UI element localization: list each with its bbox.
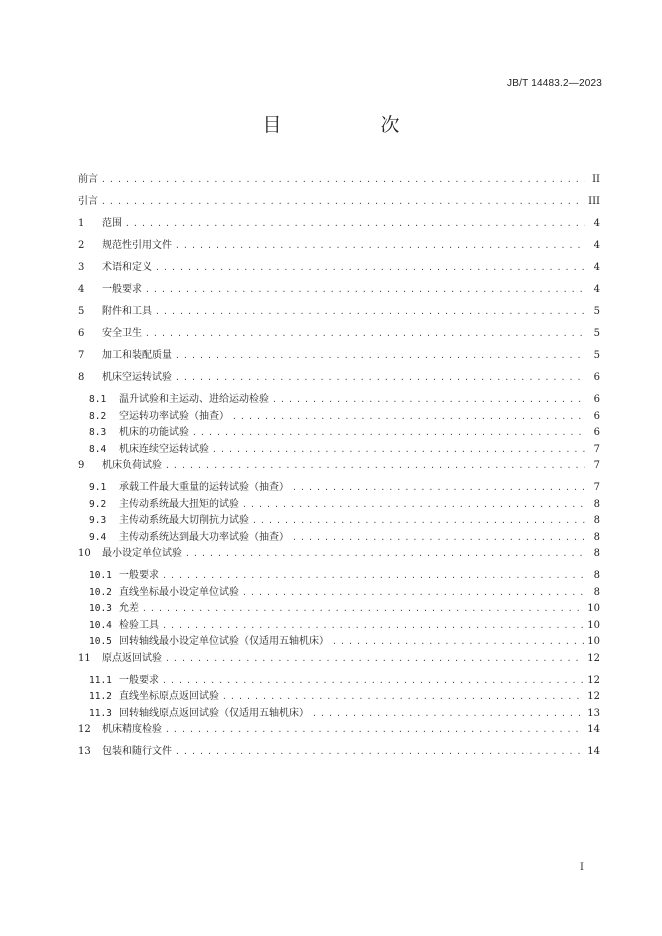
toc-leader-dots: [162, 675, 584, 687]
toc-entry-number: 10: [78, 548, 91, 559]
toc-entry-page: 6: [593, 394, 600, 405]
toc-entry-number: 9: [78, 460, 85, 471]
toc-entry-page: 12: [587, 674, 600, 686]
table-of-contents: [78, 174, 600, 768]
toc-entry[interactable]: [78, 724, 600, 746]
toc-entry-page: 4: [593, 218, 600, 229]
toc-entry-number: 5: [78, 306, 85, 317]
toc-entry-number: 8: [78, 372, 85, 383]
toc-entry-label: 允差: [119, 603, 139, 614]
toc-leader-dots: [155, 262, 585, 274]
toc-entry-number: 1: [78, 218, 85, 229]
toc-entry-page: 5: [593, 350, 600, 361]
toc-entry[interactable]: [78, 394, 600, 411]
toc-entry-label: 回转轴线最小设定单位试验（仅适用五轴机床）: [119, 636, 329, 647]
toc-entry[interactable]: [78, 350, 600, 372]
toc-leader-dots: [185, 548, 585, 560]
toc-entry-number: 9.1: [89, 482, 107, 493]
page-title: 目 次: [262, 114, 440, 136]
toc-leader-dots: [101, 196, 585, 208]
toc-leader-dots: [175, 746, 584, 758]
toc-leader-dots: [175, 240, 585, 252]
toc-entry-page: 10: [587, 636, 600, 647]
toc-entry-label: 最小设定单位试验: [102, 548, 182, 559]
toc-entry-label: 引言: [78, 196, 98, 207]
toc-entry-label: 机床空运转试验: [102, 372, 172, 383]
toc-entry-label: 主传动系统最大扭矩的试验: [119, 498, 239, 510]
toc-leader-dots: [175, 350, 585, 362]
toc-entry-number: 2: [78, 240, 85, 251]
toc-leader-dots: [232, 411, 585, 423]
toc-entry-label: 机床负荷试验: [102, 460, 162, 471]
toc-leader-dots: [165, 724, 584, 736]
toc-leader-dots: [101, 174, 585, 186]
toc-entry[interactable]: [78, 372, 600, 394]
toc-entry-page: 12: [587, 691, 600, 702]
toc-entry-label: 检验工具: [119, 619, 159, 631]
toc-leader-dots: [162, 620, 584, 632]
toc-entry[interactable]: [78, 587, 600, 604]
toc-leader-dots: [165, 460, 585, 472]
toc-entry-number: 8.4: [89, 443, 107, 455]
toc-entry[interactable]: [78, 548, 600, 570]
page-number: I: [580, 862, 584, 873]
toc-entry-label: 一般要求: [119, 674, 159, 686]
toc-entry[interactable]: [78, 746, 600, 768]
toc-entry-label: 主传动系统最大切削抗力试验: [119, 515, 249, 526]
toc-entry-page: 4: [593, 262, 600, 273]
toc-entry-label: 规范性引用文件: [102, 240, 172, 251]
toc-entry-number: 8.1: [89, 394, 107, 405]
toc-entry-page: 4: [593, 284, 600, 295]
toc-entry[interactable]: [78, 620, 600, 637]
toc-entry[interactable]: [78, 262, 600, 284]
toc-entry-number: 10.5: [89, 636, 112, 647]
toc-entry[interactable]: [78, 174, 600, 196]
toc-entry[interactable]: [78, 328, 600, 350]
toc-entry-number: 9.2: [89, 498, 107, 510]
toc-leader-dots: [312, 708, 584, 720]
toc-leader-dots: [142, 603, 584, 615]
toc-entry-label: 包装和随行文件: [102, 746, 172, 757]
toc-entry-number: 6: [78, 328, 85, 339]
toc-entry-number: 3: [78, 262, 85, 273]
toc-entry[interactable]: [78, 284, 600, 306]
toc-leader-dots: [272, 394, 585, 406]
toc-entry[interactable]: [78, 196, 600, 218]
toc-entry-page: 7: [593, 460, 600, 471]
toc-entry-label: 一般要求: [119, 570, 159, 581]
toc-entry-number: 7: [78, 350, 85, 361]
toc-entry[interactable]: [78, 218, 600, 240]
toc-entry-page: 5: [593, 328, 600, 339]
toc-leader-dots: [252, 515, 585, 527]
toc-entry-number: 10.2: [89, 586, 112, 598]
toc-entry-number: 8.2: [89, 410, 107, 422]
toc-entry[interactable]: [78, 444, 600, 461]
toc-leader-dots: [192, 427, 585, 439]
toc-entry-page: 6: [593, 427, 600, 438]
toc-entry[interactable]: [78, 460, 600, 482]
toc-leader-dots: [165, 653, 584, 665]
toc-entry-page: III: [588, 196, 600, 207]
toc-entry-number: 11.3: [89, 707, 112, 719]
toc-entry-page: 6: [593, 372, 600, 383]
toc-entry-page: 8: [593, 548, 600, 559]
standard-code: JB/T 14483.2—2023: [507, 78, 602, 89]
toc-entry-number: 13: [78, 746, 91, 757]
toc-entry-page: 8: [593, 515, 600, 526]
toc-leader-dots: [222, 691, 584, 703]
toc-entry-page: 7: [593, 443, 600, 455]
toc-leader-dots: [292, 482, 585, 494]
toc-entry-label: 承载工件最大重量的运转试验（抽查）: [119, 482, 289, 493]
toc-entry[interactable]: [78, 306, 600, 328]
toc-entry-label: 机床连续空运转试验: [119, 443, 209, 455]
toc-entry-label: 加工和装配质量: [102, 350, 172, 361]
toc-entry-label: 术语和定义: [102, 262, 152, 273]
toc-entry[interactable]: [78, 240, 600, 262]
toc-entry-number: 10.3: [89, 603, 112, 614]
toc-entry-page: 8: [593, 570, 600, 581]
toc-leader-dots: [175, 372, 585, 384]
toc-entry-number: 12: [78, 724, 91, 735]
toc-entry-page: 8: [593, 498, 600, 510]
toc-leader-dots: [155, 306, 585, 318]
toc-entry-label: 附件和工具: [102, 306, 152, 317]
toc-leader-dots: [125, 218, 585, 230]
toc-entry[interactable]: [78, 427, 600, 444]
toc-entry-label: 机床的功能试验: [119, 427, 189, 438]
toc-entry-page: 10: [587, 619, 600, 631]
toc-entry-number: 9.4: [89, 531, 107, 543]
toc-entry[interactable]: [78, 653, 600, 675]
toc-entry-number: 4: [78, 284, 85, 295]
toc-entry[interactable]: [78, 515, 600, 532]
toc-leader-dots: [242, 499, 585, 511]
toc-entry-page: II: [592, 174, 600, 185]
toc-entry[interactable]: [78, 675, 600, 692]
toc-entry[interactable]: [78, 636, 600, 653]
toc-entry-page: 10: [587, 603, 600, 614]
toc-entry-label: 前言: [78, 174, 98, 185]
toc-entry-label: 直线坐标最小设定单位试验: [119, 586, 239, 598]
toc-entry-label: 机床精度检验: [102, 724, 162, 735]
toc-entry[interactable]: [78, 499, 600, 516]
toc-leader-dots: [145, 328, 585, 340]
toc-entry[interactable]: [78, 603, 600, 620]
toc-entry[interactable]: [78, 708, 600, 725]
toc-entry-page: 14: [587, 724, 600, 735]
toc-entry-label: 原点返回试验: [102, 652, 162, 664]
toc-entry-label: 范围: [102, 218, 122, 229]
toc-entry-page: 7: [593, 482, 600, 493]
toc-entry-number: 9.3: [89, 515, 107, 526]
toc-entry[interactable]: [78, 570, 600, 587]
toc-entry[interactable]: [78, 691, 600, 708]
toc-entry-label: 一般要求: [102, 284, 142, 295]
toc-leader-dots: [162, 570, 585, 582]
toc-entry-label: 回转轴线原点返回试验（仅适用五轴机床）: [119, 707, 309, 719]
toc-entry-page: 6: [593, 410, 600, 422]
toc-entry[interactable]: [78, 411, 600, 428]
toc-entry-page: 5: [593, 306, 600, 317]
toc-leader-dots: [145, 284, 585, 296]
toc-leader-dots: [292, 532, 585, 544]
toc-entry-page: 14: [587, 746, 600, 757]
toc-entry-page: 13: [587, 707, 600, 719]
toc-entry-page: 8: [593, 586, 600, 598]
toc-entry-label: 空运转功率试验（抽查）: [119, 410, 229, 422]
toc-entry[interactable]: [78, 482, 600, 499]
toc-entry-number: 10.4: [89, 619, 112, 631]
toc-entry-page: 4: [593, 240, 600, 251]
toc-leader-dots: [332, 636, 584, 648]
toc-entry-number: 11: [78, 652, 91, 664]
toc-entry-label: 主传动系统达到最大功率试验（抽查）: [119, 531, 289, 543]
toc-entry-label: 温升试验和主运动、进给运动检验: [119, 394, 269, 405]
toc-leader-dots: [212, 444, 585, 456]
toc-leader-dots: [242, 587, 585, 599]
toc-entry-page: 12: [587, 652, 600, 664]
toc-entry-label: 直线坐标原点返回试验: [119, 691, 219, 702]
toc-entry-label: 安全卫生: [102, 328, 142, 339]
toc-entry-number: 10.1: [89, 570, 112, 581]
toc-entry-page: 8: [593, 531, 600, 543]
toc-entry-number: 8.3: [89, 427, 107, 438]
toc-entry[interactable]: [78, 532, 600, 549]
toc-entry-number: 11.2: [89, 691, 112, 702]
toc-entry-number: 11.1: [89, 674, 112, 686]
